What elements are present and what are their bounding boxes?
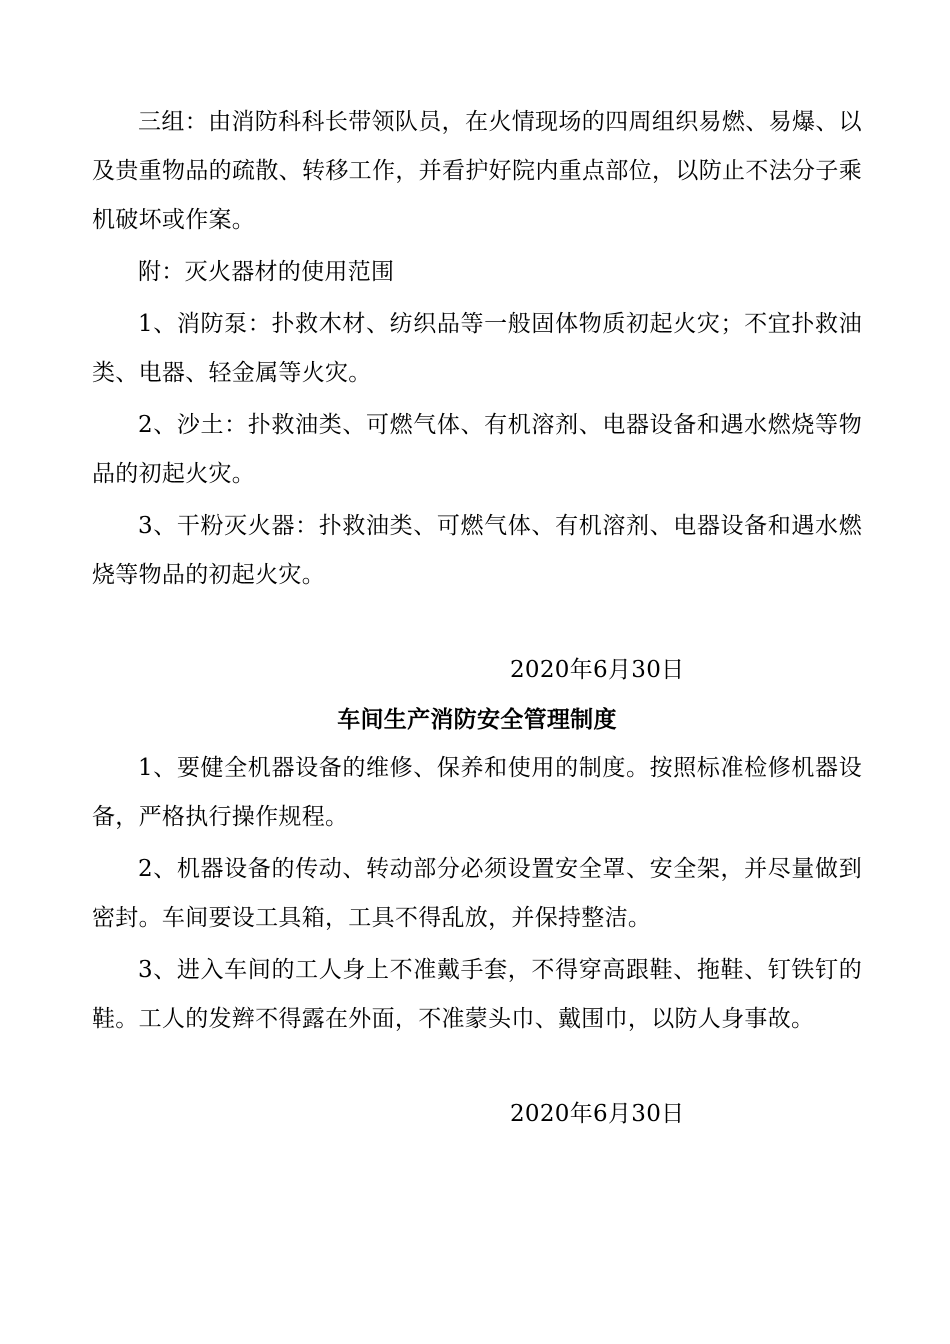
paragraph-appendix-heading: 附：灭火器材的使用范围 (138, 259, 395, 285)
paragraph-rule-1: 1、要健全机器设备的维修、保养和使用的制度。按照标准检修机器设备，严格执行操作规程。 (92, 755, 862, 830)
date-line-2: 2020年6月30日 (510, 1101, 685, 1127)
section-title: 车间生产消防安全管理制度 (337, 706, 617, 733)
spacer (92, 600, 862, 646)
spacer (92, 1044, 862, 1090)
paragraph-fire-pump: 1、消防泵：扑救木材、纺织品等一般固体物质初起火灾；不宜扑救油类、电器、轻金属等火灾。 (92, 311, 862, 386)
paragraph-rule-3: 3、进入车间的工人身上不准戴手套，不得穿高跟鞋、拖鞋、钉铁钉的鞋。工人的发辫不得露在外面，不准蒙头巾、戴围巾，以防人身事故。 (92, 957, 862, 1032)
paragraph-group-three: 三组：由消防科科长带领队员，在火情现场的四周组织易燃、易爆、以及贵重物品的疏散、转移工作，并看护好院内重点部位，以防止不法分子乘机破坏或作案。 (92, 109, 862, 233)
paragraph-rule-2: 2、机器设备的传动、转动部分必须设置安全罩、安全架，并尽量做到密封。车间要设工具箱，工具不得乱放，并保持整洁。 (92, 856, 862, 931)
paragraph-dry-powder: 3、干粉灭火器：扑救油类、可燃气体、有机溶剂、电器设备和遇水燃烧等物品的初起火灾。 (92, 513, 862, 588)
date-line-1: 2020年6月30日 (510, 657, 685, 683)
paragraph-sand: 2、沙土：扑救油类、可燃气体、有机溶剂、电器设备和遇水燃烧等物品的初起火灾。 (92, 412, 862, 487)
document-body (92, 98, 862, 1139)
